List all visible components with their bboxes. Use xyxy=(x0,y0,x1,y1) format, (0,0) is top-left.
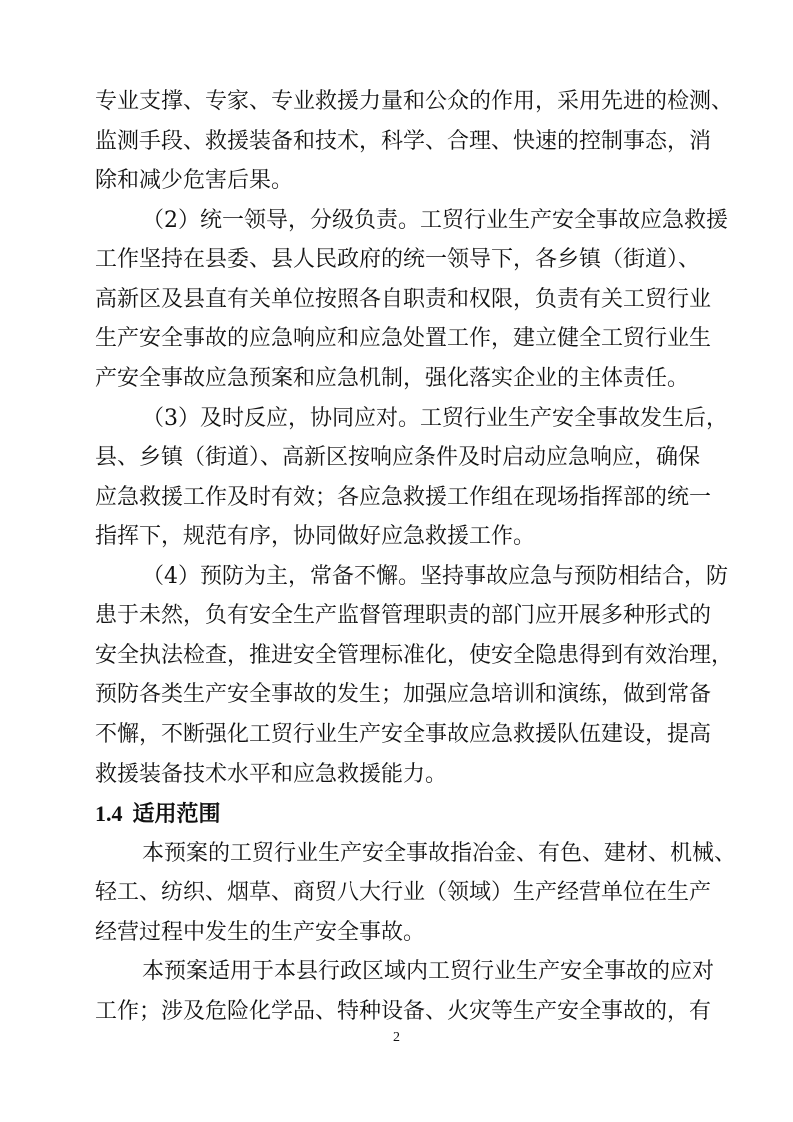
paragraph-line: 本预案适用于本县行政区域内工贸行业生产安全事故的应对 xyxy=(142,959,715,984)
paragraph-line: 救援装备技术水平和应急救援能力。 xyxy=(95,762,448,787)
paragraph-line: （3）及时反应，协同应对。工贸行业生产安全事故发生后， xyxy=(142,406,728,431)
paragraph-line: 监测手段、救援装备和技术，科学、合理、快速的控制事态，消 xyxy=(95,129,712,154)
section-heading xyxy=(95,800,221,829)
section-number: 1.4 xyxy=(95,801,123,826)
page-number: 2 xyxy=(393,1030,400,1045)
paragraph-line: 患于未然，负有安全生产监督管理职责的部门应开展多种形式的 xyxy=(95,603,712,628)
paragraph-line: （4）预防为主，常备不懈。坚持事故应急与预防相结合，防 xyxy=(142,564,728,589)
paragraph-line: 轻工、纺织、烟草、商贸八大行业（领域）生产经营单位在生产 xyxy=(95,880,712,905)
paragraph-line: 产安全事故应急预案和应急机制，强化落实企业的主体责任。 xyxy=(95,366,690,391)
paragraph-line: 专业支撑、专家、专业救援力量和公众的作用，采用先进的检测、 xyxy=(95,89,734,114)
paragraph-line: 安全执法检查，推进安全管理标准化，使安全隐患得到有效治理， xyxy=(95,643,734,668)
paragraph-line: 应急救援工作及时有效；各应急救援工作组在现场指挥部的统一 xyxy=(95,485,712,510)
paragraph-line: 经营过程中发生的生产安全事故。 xyxy=(95,920,426,945)
paragraph-line: 本预案的工贸行业生产安全事故指冶金、有色、建材、机械、 xyxy=(142,841,737,866)
paragraph-line: 工作；涉及危险化学品、特种设备、火灾等生产安全事故的，有 xyxy=(95,999,712,1024)
paragraph-line: （2）统一领导，分级负责。工贸行业生产安全事故应急救援 xyxy=(142,208,728,233)
paragraph-line: 县、乡镇（街道）、高新区按响应条件及时启动应急响应，确保 xyxy=(95,445,701,470)
section-title: 适用范围 xyxy=(132,802,221,827)
paragraph-line: 不懈，不断强化工贸行业生产安全事故应急救援队伍建设，提高 xyxy=(95,722,712,747)
paragraph-line: 生产安全事故的应急响应和应急处置工作，建立健全工贸行业生 xyxy=(95,326,712,351)
paragraph-line: 高新区及县直有关单位按照各自职责和权限，负责有关工贸行业 xyxy=(95,287,712,312)
paragraph-line: 工作坚持在县委、县人民政府的统一领导下，各乡镇（街道）、 xyxy=(95,247,701,272)
paragraph-line: 除和减少危害后果。 xyxy=(95,168,294,193)
paragraph-line: 预防各类生产安全事故的发生；加强应急培训和演练，做到常备 xyxy=(95,682,712,707)
paragraph-line: 指挥下，规范有序，协同做好应急救援工作。 xyxy=(95,524,536,549)
